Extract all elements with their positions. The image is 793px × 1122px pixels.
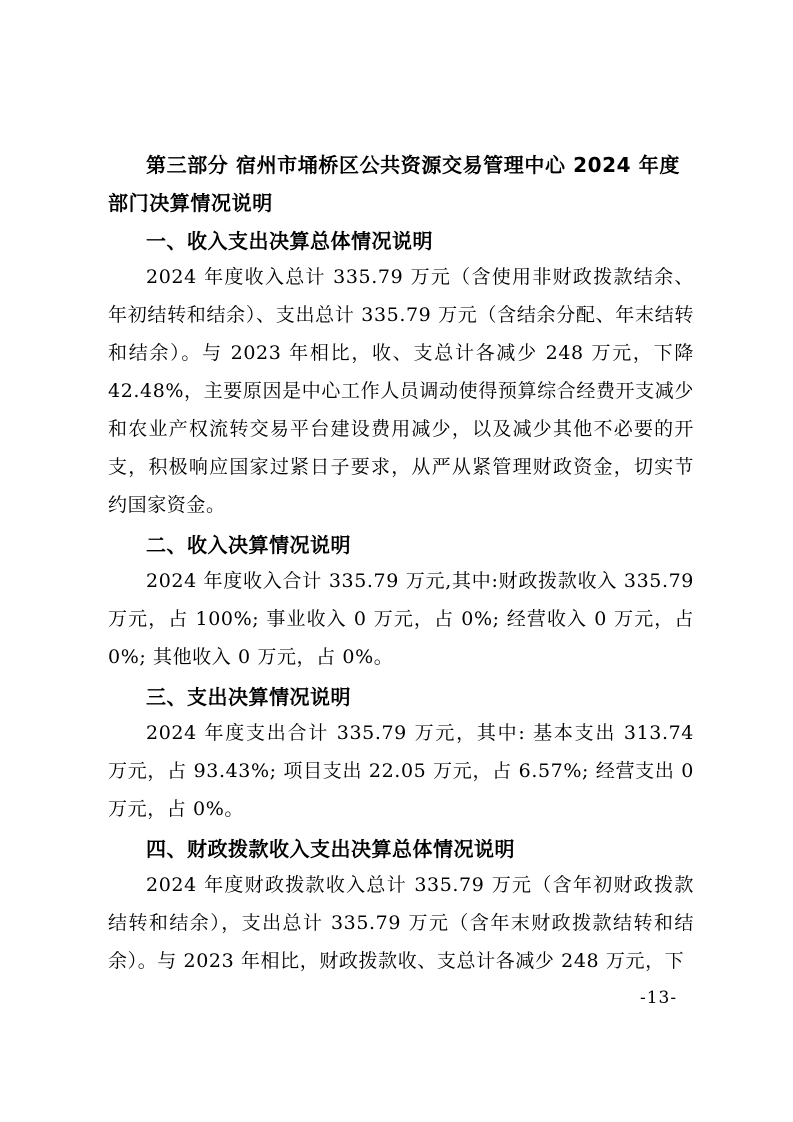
document-title: 第三部分 宿州市埇桥区公共资源交易管理中心 2024 年度部门决算情况说明 xyxy=(108,153,680,215)
section-body-1: 2024 年度收入总计 335.79 万元（含使用非财政拨款结余、年初结转和结余）、支出总计 335.79 万元（含结余分配、年末结转和结余）。与 2023 年相比，收、支总计各减少 248 万元，下降 42.48%，主要原因是中心工作人员调动使得预算综合经费开支减少和农业产权流转交易平台建设费用减少，以及减少其他不必要的开支，积极响应国家过紧日子要求，从严从紧管理财政资金，切实节约国家资金。 xyxy=(108,266,694,516)
section-heading-4: 四、财政拨款收入支出决算总体情况说明 xyxy=(146,837,515,861)
section-heading-3: 三、支出决算情况说明 xyxy=(146,685,351,709)
section-body-2: 2024 年度收入合计 335.79 万元,其中:财政拨款收入 335.79 万元，占 100%; 事业收入 0 万元，占 0%; 经营收入 0 万元，占 0%; 其他收入 0 万元，占 0%。 xyxy=(108,570,694,668)
section-body-4: 2024 年度财政拨款收入总计 335.79 万元（含年初财政拨款结转和结余），支出总计 335.79 万元（含年末财政拨款结转和结余）。与 2023 年相比，财政拨款收、支总计各减少 248 万元，下 xyxy=(108,874,694,972)
section-body-3: 2024 年度支出合计 335.79 万元，其中: 基本支出 313.74 万元，占 93.43%; 项目支出 22.05 万元，占 6.57%; 经营支出 0 万元，占 0%。 xyxy=(108,722,694,820)
section-heading-2: 二、收入决算情况说明 xyxy=(146,533,351,557)
page-number: -13- xyxy=(640,988,678,1008)
section-heading-1: 一、收入支出决算总体情况说明 xyxy=(146,229,433,253)
